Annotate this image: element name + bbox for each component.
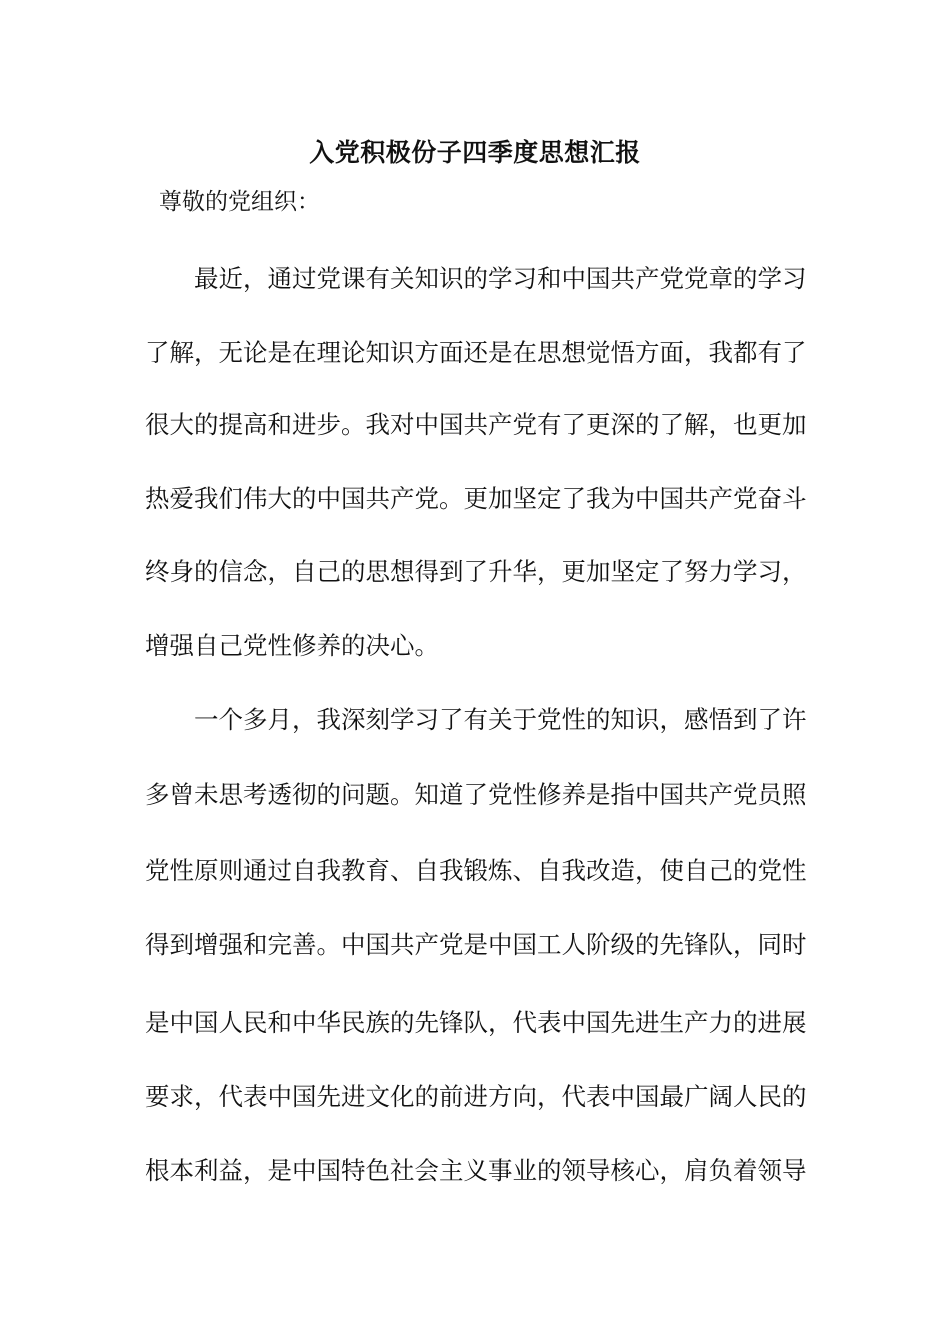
paragraph-line: 最近，通过党课有关知识的学习和中国共产党党章的学习	[194, 264, 807, 293]
paragraph-line: 热爱我们伟大的中国共产党。更加坚定了我为中国共产党奋斗	[145, 484, 807, 513]
paragraph-line: 一个多月，我深刻学习了有关于党性的知识，感悟到了许	[194, 705, 807, 734]
paragraph-line: 终身的信念，自己的思想得到了升华，更加坚定了努力学习，	[145, 557, 807, 586]
paragraph-line: 得到增强和完善。中国共产党是中国工人阶级的先锋队，同时	[145, 930, 807, 959]
document-title: 入党积极份子四季度思想汇报	[309, 138, 641, 167]
paragraph-line: 要求，代表中国先进文化的前进方向，代表中国最广阔人民的	[145, 1082, 807, 1111]
paragraph-line: 党性原则通过自我教育、自我锻炼、自我改造，使自己的党性	[145, 856, 807, 885]
paragraph-line: 很大的提高和进步。我对中国共产党有了更深的了解，也更加	[145, 410, 807, 439]
salutation: 尊敬的党组织：	[159, 189, 320, 215]
paragraph-line: 增强自己党性修养的决心。	[145, 631, 439, 660]
paragraph-line: 是中国人民和中华民族的先锋队，代表中国先进生产力的进展	[145, 1008, 807, 1037]
paragraph-line: 了解，无论是在理论知识方面还是在思想觉悟方面，我都有了	[145, 338, 807, 367]
paragraph-line: 根本利益，是中国特色社会主义事业的领导核心，肩负着领导	[145, 1156, 807, 1185]
paragraph-line: 多曾未思考透彻的问题。知道了党性修养是指中国共产党员照	[145, 780, 807, 809]
